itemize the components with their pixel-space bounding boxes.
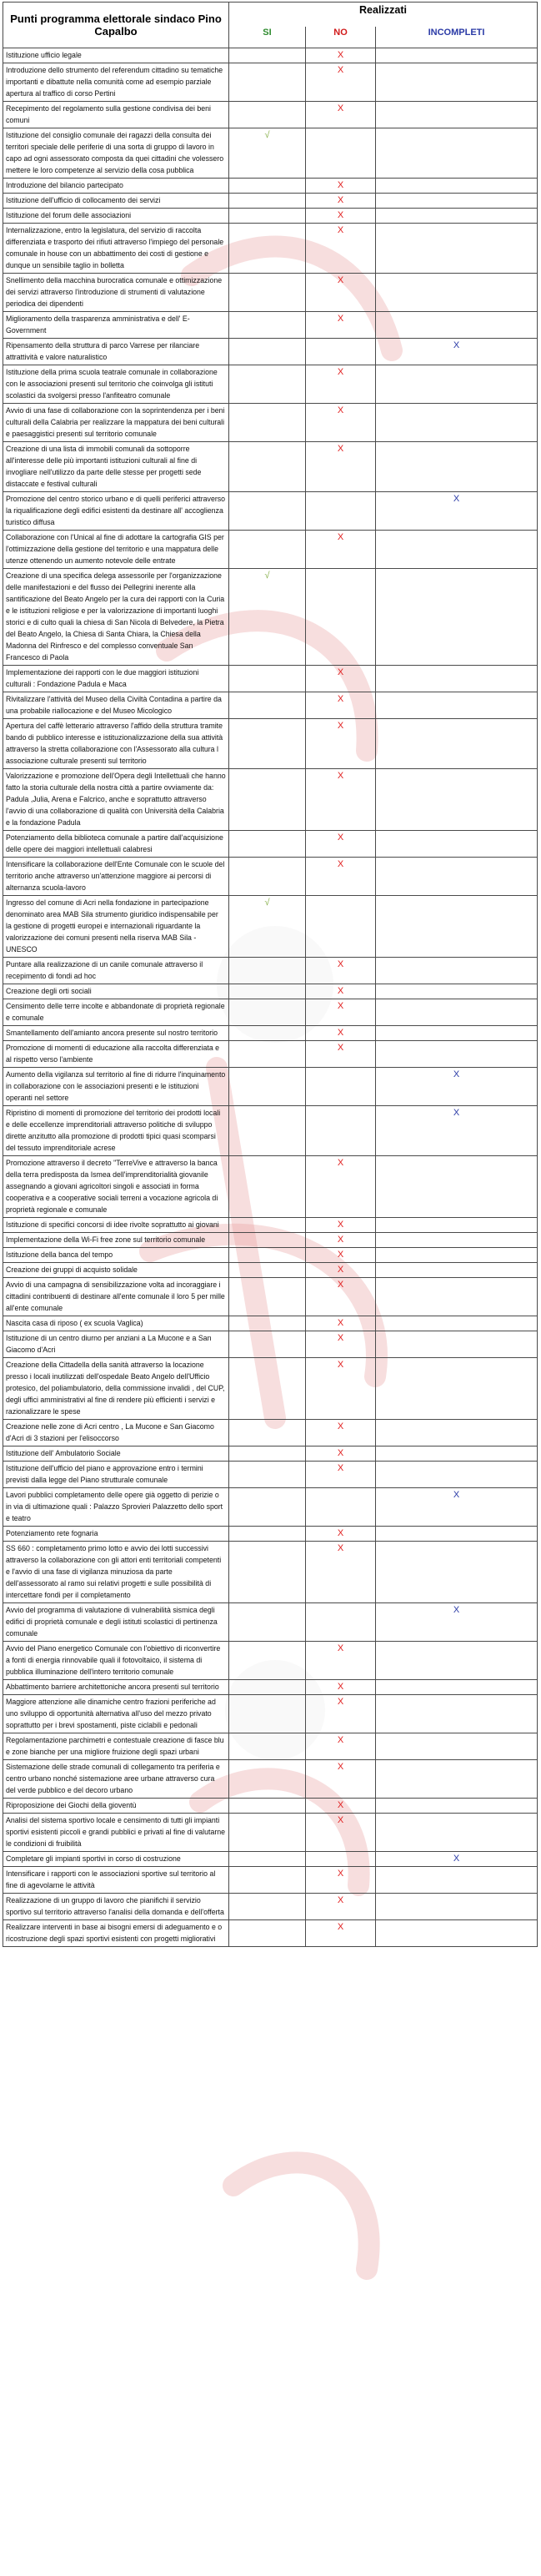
table-row — [3, 209, 538, 224]
program-point-text: Completare gli impianti sportivi in corso di costruzione — [3, 1852, 229, 1867]
table-row — [3, 1446, 538, 1462]
program-point-text: Analisi del sistema sportivo locale e censimento di tutti gli impianti sportivi esistenti piccoli e grandi pubblici e privati al fine di valutarne le condizioni di fruibilità — [3, 1814, 229, 1852]
empty-cell — [376, 569, 538, 666]
table-row — [3, 1041, 538, 1068]
table-row — [3, 179, 538, 194]
program-point-text: Internalizzazione, entro la legislatura, del servizio di raccolta differenziata e trasporto dei rifiuti attraverso l'impiego del personale comunale in house con un abbattimento dei costi di gestione e dunque un sensibile taglio in bolletta — [3, 224, 229, 274]
table-row — [3, 1680, 538, 1695]
program-point-text: Implementazione dei rapporti con le due maggiori istituzioni culturali : Fondazione Padula e Maca — [3, 666, 229, 692]
empty-cell — [376, 1248, 538, 1263]
empty-cell — [376, 1894, 538, 1920]
x-mark: X — [306, 1680, 376, 1695]
x-mark: X — [306, 194, 376, 209]
empty-cell — [229, 1446, 306, 1462]
x-mark: X — [376, 1068, 538, 1106]
empty-cell — [229, 1278, 306, 1316]
table-row — [3, 958, 538, 984]
program-point-text: Maggiore attenzione alle dinamiche centro frazioni periferiche ad uno sviluppo di opportunità alternativa all'uso del mezzo privato soprattutto per i brevi spostamenti, piste ciclabili e pedonali — [3, 1695, 229, 1733]
table-row — [3, 102, 538, 128]
table-row — [3, 719, 538, 769]
table-row — [3, 1733, 538, 1760]
program-point-text: Creazione della Cittadella della sanità attraverso la locazione presso i locali inutilizzati dell'ospedale Beato Angelo dell'Ufficio protesico, del poliambulatorio, della commissione invalidi , del CUP, degli uffici amministrativi al fine di rendere più efficienti i servizi e razionalizzare le spese — [3, 1358, 229, 1420]
empty-cell — [376, 531, 538, 569]
empty-cell — [376, 63, 538, 102]
empty-cell — [229, 1695, 306, 1733]
empty-cell — [376, 1446, 538, 1462]
program-point-text: Ripensamento della struttura di parco Varrese per rilanciare attrattività e valore naturalistico — [3, 339, 229, 365]
table-row — [3, 858, 538, 896]
x-mark: X — [306, 1041, 376, 1068]
table-row — [3, 1316, 538, 1331]
program-point-text: Introduzione del bilancio partecipato — [3, 179, 229, 194]
empty-cell — [229, 48, 306, 63]
table-row — [3, 1527, 538, 1542]
empty-cell — [229, 1106, 306, 1156]
program-point-text: Potenziamento della biblioteca comunale a partire dall'acquisizione delle opere dei maggiori intellettuali calabresi — [3, 831, 229, 858]
empty-cell — [229, 1026, 306, 1041]
table-row — [3, 194, 538, 209]
program-point-text: Miglioramento della trasparenza amministrativa e dell' E-Government — [3, 312, 229, 339]
program-point-text: Collaborazione con l'Unical al fine di adottare la cartografia GIS per l'ottimizzazione della gestione del territorio e una mappatura delle utenze ottenendo un aumento notevole delle entrate — [3, 531, 229, 569]
x-mark: X — [306, 666, 376, 692]
empty-cell — [229, 1462, 306, 1488]
table-row — [3, 128, 538, 179]
x-mark: X — [306, 1420, 376, 1446]
program-point-text: Potenziamento rete fognaria — [3, 1527, 229, 1542]
x-mark: X — [306, 1331, 376, 1358]
table-row — [3, 569, 538, 666]
x-mark: X — [376, 1603, 538, 1642]
empty-cell — [376, 1233, 538, 1248]
x-mark: X — [306, 1894, 376, 1920]
empty-cell — [376, 958, 538, 984]
x-mark: X — [306, 63, 376, 102]
empty-cell — [376, 896, 538, 958]
empty-cell — [306, 569, 376, 666]
empty-cell — [229, 1068, 306, 1106]
x-mark: X — [376, 339, 538, 365]
empty-cell — [229, 1642, 306, 1680]
x-mark: X — [306, 224, 376, 274]
program-point-text: Aumento della vigilanza sul territorio al fine di ridurre l'inquinamento in collaborazione con le associazioni presenti e le istituzioni operanti nel settore — [3, 1068, 229, 1106]
empty-cell — [229, 666, 306, 692]
program-point-text: Istituzione dell'ufficio di collocamento dei servizi — [3, 194, 229, 209]
realized-title: Realizzati — [229, 3, 538, 27]
program-point-text: Avvio del Piano energetico Comunale con l'obiettivo di riconvertire a fonti di energia rinnovabile quali il fotovoltaico, il sistema di pubblica illuminazione dell'intero territorio comunale — [3, 1642, 229, 1680]
empty-cell — [376, 1156, 538, 1218]
empty-cell — [376, 1814, 538, 1852]
program-point-text: Implementazione della Wi-Fi free zone sul territorio comunale — [3, 1233, 229, 1248]
table-row — [3, 442, 538, 492]
x-mark: X — [306, 692, 376, 719]
empty-cell — [376, 1026, 538, 1041]
empty-cell — [229, 1233, 306, 1248]
empty-cell — [229, 1527, 306, 1542]
table-row — [3, 999, 538, 1026]
empty-cell — [229, 858, 306, 896]
program-point-text: SS 660 : completamento primo lotto e avvio dei lotti successivi attraverso la collaborazione con gli attori enti territoriali competenti e l'avvio di una fase di vigilanza minuziosa da parte dell'assessorato al ramo sui relativi progetti e sulle possibilità di intercettare fondi per il completamento — [3, 1542, 229, 1603]
col-incompleti-header: INCOMPLETI — [376, 27, 538, 48]
empty-cell — [306, 1068, 376, 1106]
x-mark: X — [306, 365, 376, 404]
table-row — [3, 48, 538, 63]
x-mark: X — [306, 1263, 376, 1278]
x-mark: X — [306, 1233, 376, 1248]
empty-cell — [376, 1331, 538, 1358]
empty-cell — [376, 1642, 538, 1680]
empty-cell — [376, 1799, 538, 1814]
program-point-text: Creazione nelle zone di Acri centro , La Mucone e San Giacomo d'Acri di 3 stazioni per l'elisoccorso — [3, 1420, 229, 1446]
table-row — [3, 274, 538, 312]
x-mark: X — [306, 999, 376, 1026]
empty-cell — [229, 1248, 306, 1263]
table-row — [3, 1799, 538, 1814]
x-mark: X — [306, 1814, 376, 1852]
empty-cell — [306, 1106, 376, 1156]
empty-cell — [376, 312, 538, 339]
empty-cell — [229, 365, 306, 404]
empty-cell — [306, 128, 376, 179]
empty-cell — [229, 769, 306, 831]
x-mark: X — [306, 858, 376, 896]
program-point-text: Puntare alla realizzazione di un canile comunale attraverso il recepimento di fondi ad hoc — [3, 958, 229, 984]
empty-cell — [376, 194, 538, 209]
empty-cell — [229, 1733, 306, 1760]
empty-cell — [229, 102, 306, 128]
program-point-text: Creazione dei gruppi di acquisto solidale — [3, 1263, 229, 1278]
program-title: Punti programma elettorale sindaco Pino Capalbo — [3, 3, 229, 48]
empty-cell — [229, 999, 306, 1026]
x-mark: X — [306, 1026, 376, 1041]
empty-cell — [376, 1920, 538, 1947]
empty-cell — [376, 365, 538, 404]
x-mark: X — [306, 404, 376, 442]
x-mark: X — [306, 769, 376, 831]
empty-cell — [376, 1278, 538, 1316]
table-row — [3, 1542, 538, 1603]
table-row — [3, 339, 538, 365]
empty-cell — [229, 1760, 306, 1799]
empty-cell — [229, 1358, 306, 1420]
program-point-text: Promozione di momenti di educazione alla raccolta differenziata e al rispetto verso l'ambiente — [3, 1041, 229, 1068]
empty-cell — [376, 984, 538, 999]
table-row — [3, 692, 538, 719]
program-point-text: Abbattimento barriere architettoniche ancora presenti sul territorio — [3, 1680, 229, 1695]
table-row — [3, 1642, 538, 1680]
x-mark: X — [306, 958, 376, 984]
table-row — [3, 1760, 538, 1799]
empty-cell — [229, 1894, 306, 1920]
x-mark: X — [306, 1760, 376, 1799]
program-point-text: Smantellamento dell'amianto ancora presente sul nostro territorio — [3, 1026, 229, 1041]
x-mark: X — [306, 1278, 376, 1316]
empty-cell — [376, 1527, 538, 1542]
x-mark: X — [306, 1462, 376, 1488]
empty-cell — [376, 1218, 538, 1233]
program-point-text: Censimento delle terre incolte e abbandonate di proprietà regionale e comunale — [3, 999, 229, 1026]
table-row — [3, 1248, 538, 1263]
table-row — [3, 365, 538, 404]
program-point-text: Snellimento della macchina burocratica comunale e ottimizzazione dei servizi attraverso l'introduzione di strumenti di valutazione periodica dei dipendenti — [3, 274, 229, 312]
program-point-text: Istituzione dell'ufficio del piano e approvazione entro i termini previsti dalla legge del Piano strutturale comunale — [3, 1462, 229, 1488]
empty-cell — [376, 1358, 538, 1420]
x-mark: X — [306, 831, 376, 858]
table-row — [3, 984, 538, 999]
empty-cell — [376, 1316, 538, 1331]
table-row — [3, 1263, 538, 1278]
empty-cell — [229, 194, 306, 209]
x-mark: X — [306, 1733, 376, 1760]
table-row — [3, 1026, 538, 1041]
empty-cell — [229, 1603, 306, 1642]
table-row — [3, 1358, 538, 1420]
empty-cell — [229, 1680, 306, 1695]
empty-cell — [376, 442, 538, 492]
empty-cell — [376, 48, 538, 63]
table-row — [3, 1852, 538, 1867]
table-row — [3, 896, 538, 958]
table-row — [3, 1278, 538, 1316]
empty-cell — [229, 1316, 306, 1331]
program-point-text: Promozione del centro storico urbano e di quelli periferici attraverso la riqualificazione degli edifici esistenti da destinare all' accoglienza turistico diffusa — [3, 492, 229, 531]
program-point-text: Avvio del programma di valutazione di vulnerabilità sismica degli edifici di proprietà comunale e degli istituti scolastici di pertinenza comunale — [3, 1603, 229, 1642]
empty-cell — [376, 692, 538, 719]
empty-cell — [229, 1488, 306, 1527]
program-point-text: Sistemazione delle strade comunali di collegamento tra periferia e centro urbano nonché sistemazione aree urbane attraverso cura del verde pubblico e del decoro urbano — [3, 1760, 229, 1799]
check-mark: √ — [229, 569, 306, 666]
x-mark: X — [306, 1542, 376, 1603]
empty-cell — [376, 209, 538, 224]
empty-cell — [376, 858, 538, 896]
empty-cell — [229, 692, 306, 719]
x-mark: X — [306, 1248, 376, 1263]
empty-cell — [376, 1760, 538, 1799]
empty-cell — [376, 666, 538, 692]
empty-cell — [229, 1799, 306, 1814]
check-mark: √ — [229, 128, 306, 179]
empty-cell — [376, 769, 538, 831]
table-row — [3, 1068, 538, 1106]
table-row — [3, 1814, 538, 1852]
program-point-text: Lavori pubblici completamento delle opere già oggetto di perizie o in via di ultimazione quali : Palazzo Sprovieri Palazzetto dello sport e teatro — [3, 1488, 229, 1527]
empty-cell — [229, 209, 306, 224]
empty-cell — [229, 1542, 306, 1603]
empty-cell — [306, 339, 376, 365]
empty-cell — [229, 224, 306, 274]
empty-cell — [376, 1041, 538, 1068]
x-mark: X — [306, 531, 376, 569]
x-mark: X — [306, 442, 376, 492]
empty-cell — [376, 1680, 538, 1695]
empty-cell — [376, 404, 538, 442]
empty-cell — [229, 179, 306, 194]
program-point-text: Introduzione dello strumento del referendum cittadino su tematiche importanti e dibattute nella comunità come ad esempio parziale apertura al traffico di corso Pertini — [3, 63, 229, 102]
program-point-text: Avvio di una fase di collaborazione con la soprintendenza per i beni culturali della Calabria per realizzare la mappatura dei beni culturali e paesaggistici presenti sul territorio comunale — [3, 404, 229, 442]
table-row — [3, 1106, 538, 1156]
table-row — [3, 312, 538, 339]
table-row — [3, 1233, 538, 1248]
empty-cell — [229, 339, 306, 365]
x-mark: X — [376, 492, 538, 531]
program-point-text: Istituzione del consiglio comunale dei ragazzi della consulta dei territori speciale delle periferie di una sorta di gruppo di lavoro in capo ad ogni assessorato composta da quei cittadini che volessero mettere le loro competenze al servizio della cosa pubblica — [3, 128, 229, 179]
empty-cell — [229, 312, 306, 339]
x-mark: X — [306, 179, 376, 194]
table-row — [3, 1488, 538, 1527]
empty-cell — [229, 404, 306, 442]
x-mark: X — [306, 1358, 376, 1420]
x-mark: X — [306, 312, 376, 339]
empty-cell — [376, 179, 538, 194]
program-point-text: Istituzione dell' Ambulatorio Sociale — [3, 1446, 229, 1462]
empty-cell — [306, 896, 376, 958]
program-point-text: Realizzare interventi in base ai bisogni emersi di adeguamento e o ricostruzione degli spazi sportivi esistenti con progetti migliorativi — [3, 1920, 229, 1947]
program-point-text: Rivitalizzare l'attività del Museo della Civiltà Contadina a partire da una probabile riallocazione e del Museo Micologico — [3, 692, 229, 719]
table-row — [3, 1603, 538, 1642]
empty-cell — [376, 224, 538, 274]
program-point-text: Ingresso del comune di Acri nella fondazione in partecipazione denominato area MAB Sila strumento giuridico indispensabile per la gestione di progetti europei e internazionali riguardante la valorizzazione dei comuni presenti nella riserva MAB Sila - UNESCO — [3, 896, 229, 958]
empty-cell — [229, 1867, 306, 1894]
x-mark: X — [376, 1488, 538, 1527]
empty-cell — [229, 1156, 306, 1218]
empty-cell — [229, 984, 306, 999]
x-mark: X — [306, 1920, 376, 1947]
empty-cell — [229, 1331, 306, 1358]
program-point-text: Recepimento del regolamento sulla gestione condivisa dei beni comuni — [3, 102, 229, 128]
x-mark: X — [306, 1218, 376, 1233]
empty-cell — [376, 831, 538, 858]
empty-cell — [376, 102, 538, 128]
x-mark: X — [376, 1852, 538, 1867]
x-mark: X — [306, 102, 376, 128]
empty-cell — [376, 1867, 538, 1894]
empty-cell — [229, 1920, 306, 1947]
program-point-text: Avvio di una campagna di sensibilizzazione volta ad incoraggiare i cittadini contribuenti di destinare all'ente comunale il loro 5 per mille all'ente comunale — [3, 1278, 229, 1316]
empty-cell — [376, 1462, 538, 1488]
x-mark: X — [306, 1695, 376, 1733]
empty-cell — [306, 1852, 376, 1867]
empty-cell — [229, 63, 306, 102]
table-row — [3, 1156, 538, 1218]
table-row — [3, 1462, 538, 1488]
empty-cell — [229, 492, 306, 531]
program-point-text: Creazione degli orti sociali — [3, 984, 229, 999]
empty-cell — [229, 1218, 306, 1233]
table-row — [3, 1920, 538, 1947]
x-mark: X — [306, 1642, 376, 1680]
empty-cell — [229, 531, 306, 569]
program-point-text: Intensificare i rapporti con le associazioni sportive sul territorio al fine di agevolarne le attività — [3, 1867, 229, 1894]
empty-cell — [306, 1488, 376, 1527]
empty-cell — [376, 1263, 538, 1278]
empty-cell — [229, 1852, 306, 1867]
table-row — [3, 531, 538, 569]
x-mark: X — [306, 48, 376, 63]
program-point-text: Creazione di una lista di immobili comunali da sottoporre all'interesse delle più importanti istituzioni culturali al fine di invogliare nell'utilizzo da parte delle stesse per progetti sede distaccate e festival culturali — [3, 442, 229, 492]
program-point-text: Riproposizione dei Giochi della gioventù — [3, 1799, 229, 1814]
col-si-header: SI — [229, 27, 306, 48]
empty-cell — [376, 1542, 538, 1603]
program-point-text: Realizzazione di un gruppo di lavoro che pianifichi il servizio sportivo sul territorio attraverso l'analisi della domanda e dell'offerta — [3, 1894, 229, 1920]
empty-cell — [306, 492, 376, 531]
table-row — [3, 492, 538, 531]
empty-cell — [229, 1041, 306, 1068]
table-row — [3, 1420, 538, 1446]
empty-cell — [376, 1733, 538, 1760]
x-mark: X — [306, 1316, 376, 1331]
program-point-text: Ripristino di momenti di promozione del territorio dei prodotti locali e delle eccellenze imprenditoriali attraverso politiche di sviluppo dirette anzitutto alla promozione di prodotti tipici quasi scomparsi del tessuto imprenditoriale acrese — [3, 1106, 229, 1156]
program-point-text: Istituzione del forum delle associazioni — [3, 209, 229, 224]
x-mark: X — [376, 1106, 538, 1156]
table-row — [3, 769, 538, 831]
empty-cell — [376, 128, 538, 179]
empty-cell — [229, 1263, 306, 1278]
x-mark: X — [306, 984, 376, 999]
program-point-text: Promozione attraverso il decreto "TerreVive e attraverso la banca della terra predisposta da Ismea dell'imprenditorialità giovanile assegnando a giovani agricoltori singoli e associati in forma cooperativa e a cooperative sociali terreni a vocazione agricola di proprietà regionale e comunale — [3, 1156, 229, 1218]
empty-cell — [376, 1695, 538, 1733]
empty-cell — [229, 274, 306, 312]
x-mark: X — [306, 719, 376, 769]
col-no-header: NO — [306, 27, 376, 48]
program-rows — [3, 48, 538, 1947]
empty-cell — [376, 274, 538, 312]
program-page — [3, 2, 537, 1947]
check-mark: √ — [229, 896, 306, 958]
table-row — [3, 63, 538, 102]
program-point-text: Istituzione ufficio legale — [3, 48, 229, 63]
x-mark: X — [306, 209, 376, 224]
table-row — [3, 1695, 538, 1733]
x-mark: X — [306, 1527, 376, 1542]
x-mark: X — [306, 1799, 376, 1814]
program-point-text: Istituzione della banca del tempo — [3, 1248, 229, 1263]
program-point-text: Regolamentazione parchimetri e contestuale creazione di fasce blu e zone bianche per una migliore fruizione degli spazi urbani — [3, 1733, 229, 1760]
empty-cell — [229, 1420, 306, 1446]
x-mark: X — [306, 1156, 376, 1218]
program-point-text: Intensificare la collaborazione dell'Ente Comunale con le scuole del territorio anche attraverso un'attenzione maggiore ai percorsi di alternanza scuola-lavoro — [3, 858, 229, 896]
program-point-text: Istituzione della prima scuola teatrale comunale in collaborazione con le associazioni presenti sul territorio che coinvolga gli istituti scolastici da svolgersi presso l'anfiteatro comunale — [3, 365, 229, 404]
program-point-text: Istituzione di un centro diurno per anziani a La Mucone e a San Giacomo d'Acri — [3, 1331, 229, 1358]
empty-cell — [376, 1420, 538, 1446]
program-point-text: Creazione di una specifica delega assessorile per l'organizzazione delle manifestazioni e del flusso dei Pellegrini inerente alla santificazione del Beato Angelo per la cura dei rapporti con la Curia e le istituzioni religiose e per la valorizzazione di importanti luoghi storici e di culto quali la chiesa di San Nicola di Belvedere, la Pietra del Beato Angelo, la Chiesa di Santa Chiara, la Chiesa della Madonna del Rinfresco e del complesso conventuale San Francesco di Paola — [3, 569, 229, 666]
table-row — [3, 831, 538, 858]
empty-cell — [376, 999, 538, 1026]
empty-cell — [229, 831, 306, 858]
empty-cell — [229, 958, 306, 984]
x-mark: X — [306, 1446, 376, 1462]
table-row — [3, 1867, 538, 1894]
program-point-text: Istituzione di specifici concorsi di idee rivolte soprattutto ai giovani — [3, 1218, 229, 1233]
table-row — [3, 404, 538, 442]
program-point-text: Apertura del caffè letterario attraverso l'affido della struttura tramite bando di pubblico interesse e istituzionalizzazione della sua attività attraverso la stretta collaborazione con l'Assessorato alla cultura l associazione culturale presenti sul territorio — [3, 719, 229, 769]
program-table — [3, 2, 538, 1947]
table-row — [3, 1218, 538, 1233]
x-mark: X — [306, 1867, 376, 1894]
empty-cell — [306, 1603, 376, 1642]
empty-cell — [229, 719, 306, 769]
empty-cell — [229, 442, 306, 492]
empty-cell — [229, 1814, 306, 1852]
empty-cell — [376, 719, 538, 769]
program-point-text: Nascita casa di riposo ( ex scuola Vaglica) — [3, 1316, 229, 1331]
table-row — [3, 666, 538, 692]
x-mark: X — [306, 274, 376, 312]
table-row — [3, 1894, 538, 1920]
table-row — [3, 224, 538, 274]
program-point-text: Valorizzazione e promozione dell'Opera degli Intellettuali che hanno fatto la storia culturale della nostra città a partire ovviamente da: Padula ,Julia, Arena e Falcrico, anche e soprattutto attraverso l'avvio di una collaborazione di qualità con Università della Calabria e la fondazione Padula — [3, 769, 229, 831]
table-row — [3, 1331, 538, 1358]
